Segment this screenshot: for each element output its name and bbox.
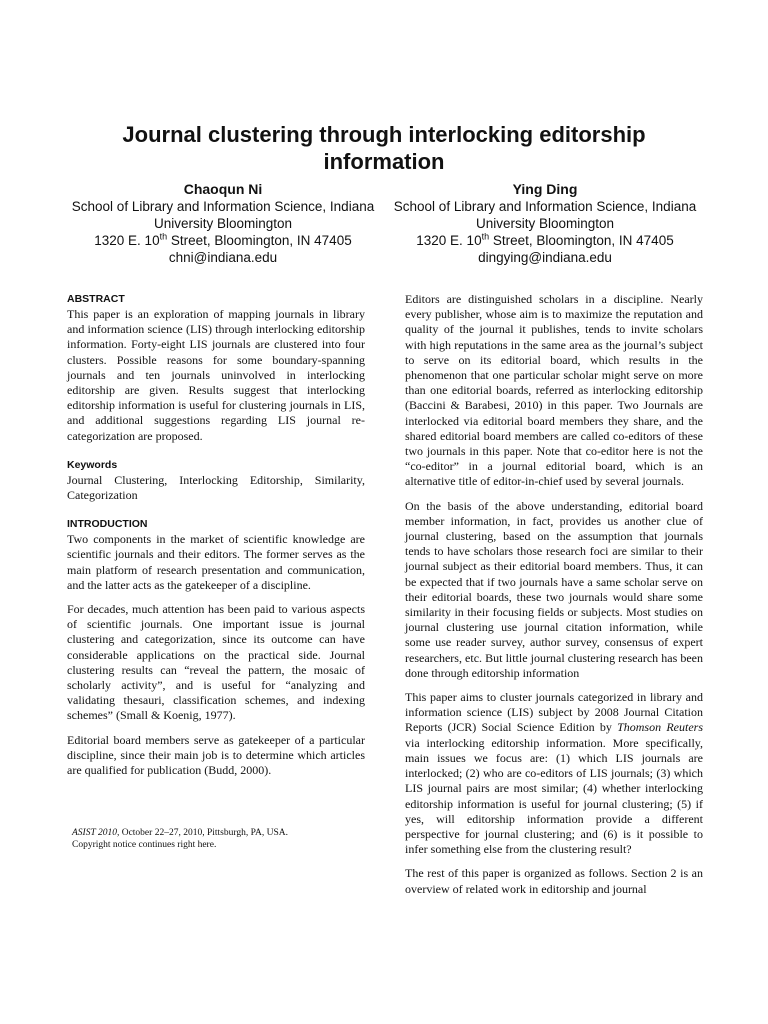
author-address: 1320 E. 10th Street, Bloomington, IN 47405 xyxy=(416,231,674,248)
author-name: Chaoqun Ni xyxy=(183,181,263,197)
body-paragraph: On the basis of the above understanding, editorial board member information, in fact, provides us another clue of journal clustering, based on the assumption that journals tends to have scholars those research foci are similar to their journal subject as their editorial board members. Thus, it can be expected that if two journals have a same scholar serve on their editorial boards, these two journals would share some similarity in their focusing fields or subjects. Most studies on journal clustering use journal citation information, while some use reader survey, author survey, consensus of expert researchers, etc. But little journal clustering research has been done through editorship information xyxy=(405,498,703,680)
abstract-text: This paper is an exploration of mapping journals in library and information science (LIS) through interlocking editorship information. Forty-eight LIS journals are clustered into four clusters. Possible reasons for some boundary-spanning journals and ten journals uninvolved in interlocking editorship are given. Results suggest that interlocking editorship information is useful for clustering journals in LIS, and additional suggestions regarding LIS journal re-categorization are proposed. xyxy=(67,307,365,443)
keywords-text: Journal Clustering, Interlocking Editorship, Similarity, Categorization xyxy=(67,472,365,503)
body-paragraph: Editors are distinguished scholars in a discipline. Nearly every publisher, whose aim is to maximize the reputation and quality of the journal it publishes, tends to invite scholars with high reputations in the same area as the journal’s subject to serve on its editorial board, which results in the phenomenon that one particular scholar might serve on more than one editorial boards, referred as interlocking editorship (Baccini & Barabesi, 2010) in this paper. Two Journals are interlocked via editorial board members they share, and the shared editorial board members are called co-editors of these two journals in this paper. Note that co-editor here is not the “co-editor” in a journal editorial board, which is an alternative title of editor-in-chief used by several journals. xyxy=(405,292,703,489)
author-address: 1320 E. 10th Street, Bloomington, IN 47405 xyxy=(94,231,352,248)
left-column xyxy=(67,292,365,787)
author-email: chni@indiana.edu xyxy=(168,250,278,265)
footnote-copyright-line: Copyright notice continues right here. xyxy=(72,840,217,850)
author-email: dingying@indiana.edu xyxy=(478,250,612,265)
copyright-footnote xyxy=(72,827,364,851)
introduction-heading: INTRODUCTION xyxy=(67,518,148,531)
right-column xyxy=(405,292,703,906)
introduction-section xyxy=(67,517,365,778)
author-affiliation: University Bloomington xyxy=(153,216,293,231)
keywords-section xyxy=(67,458,365,503)
author-affiliation: University Bloomington xyxy=(475,216,615,231)
paper-title: Journal clustering through interlocking editorship information xyxy=(122,122,646,174)
body-paragraph: Editorial board members serve as gatekeeper of a particular discipline, since their main job is to determine which articles are qualified for publication (Budd, 2000). xyxy=(67,732,365,778)
author-block-2 xyxy=(384,181,706,266)
keywords-heading: Keywords xyxy=(67,458,118,471)
footnote-venue-line: ASIST 2010, October 22–27, 2010, Pittsburgh, PA, USA. xyxy=(72,828,288,838)
author-affiliation: School of Library and Information Science, Indiana xyxy=(71,199,375,214)
abstract-section xyxy=(67,292,365,444)
body-paragraph: The rest of this paper is organized as follows. Section 2 is an overview of related work in editorship and journal xyxy=(405,866,703,896)
body-paragraph: Two components in the market of scientific knowledge are scientific journals and their editors. The former serves as the main platform of research presentation and communication, and the latter acts as the gatekeeper of a discipline. xyxy=(67,532,365,592)
author-affiliation: School of Library and Information Science, Indiana xyxy=(393,199,697,214)
body-paragraph: For decades, much attention has been paid to various aspects of scientific journals. One important issue is journal clustering and categorization, since its outcome can have considerable applications on the practical side. Journal clustering results can “reveal the pattern, the mosaic of scholarly activity”, and is useful for “analyzing and validating thesauri, classification schemes, and indexing schemes” (Small & Koenig, 1977). xyxy=(67,602,365,723)
body-paragraph: This paper aims to cluster journals categorized in library and information science (LIS) subject by 2008 Journal Citation Reports (JCR) Social Science Edition by Thomson Reuters via interlocking editorship information. More specifically, main issues we focus are: (1) which LIS journals are interlocked; (2) who are co-editors of LIS journals; (3) which LIS journal pairs are most similar; (4) whether interlocking editorship information is useful for journal clustering; (5) if yes, will editorship information provide a different perspective for journal clustering; and (6) is it possible to infer something else from the clustering result? xyxy=(405,690,704,857)
author-name: Ying Ding xyxy=(512,181,578,197)
author-block-1 xyxy=(62,181,384,266)
abstract-heading: ABSTRACT xyxy=(67,293,125,305)
